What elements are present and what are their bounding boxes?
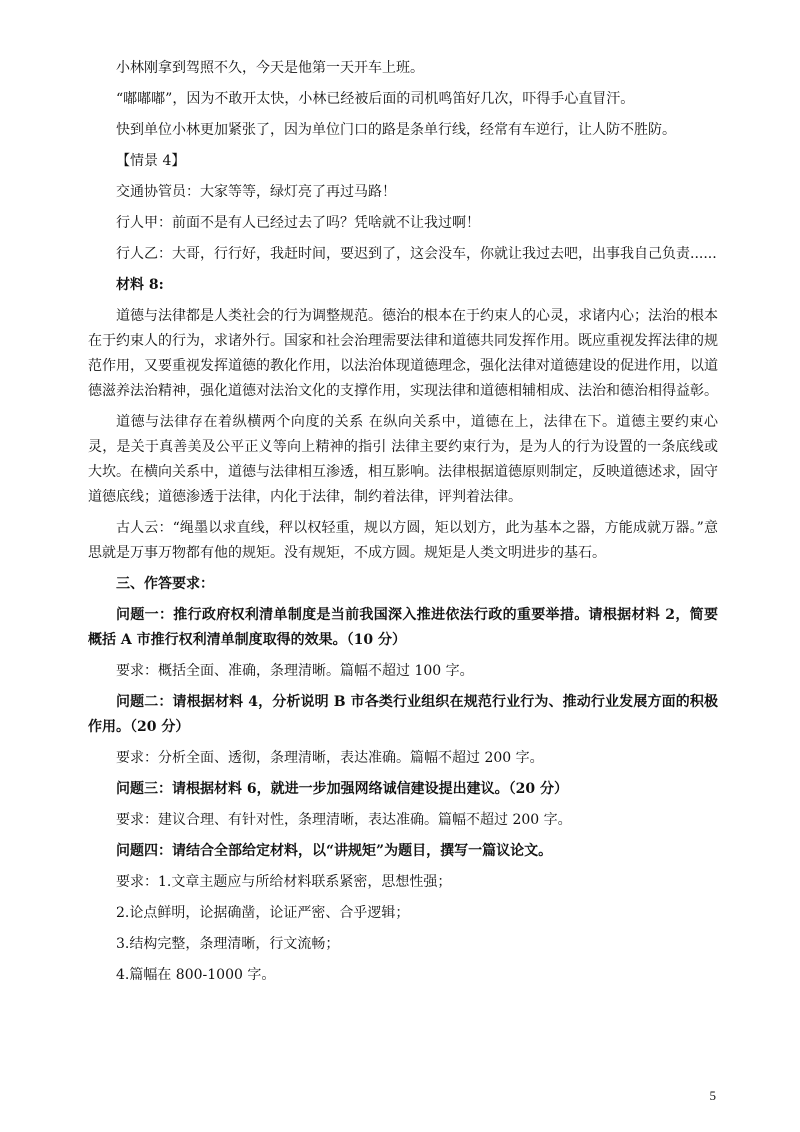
page-content [88,56,718,994]
question-3-requirement: 要求：建议合理、有针对性，条理清晰，表达准确。篇幅不超过 200 字。 [116,812,572,828]
question-4-requirement-1: 要求：1.文章主题应与所给材料联系紧密，思想性强； [116,874,452,890]
page-number: 5 [709,1088,716,1103]
dialogue-traffic-officer: 交通协管员：大家等等，绿灯亮了再过马路！ [116,184,396,200]
paragraph-1: 小林刚拿到驾照不久，今天是他第一天开车上班。 [116,60,424,76]
material-8-heading: 材料 8: [116,277,164,293]
question-4-requirement-2: 2.论点鲜明，论据确凿，论证严密、合乎逻辑； [116,905,410,921]
question-4-requirement-4: 4.篇幅在 800-1000 字。 [116,967,276,983]
dialogue-pedestrian-a: 行人甲：前面不是有人已经过去了吗？凭啥就不让我过啊！ [116,215,480,231]
question-1: 问题一：推行政府权利清单制度是当前我国深入推进依法行政的重要举措。请根据材料 2，简要概括 A 市推行权利清单制度取得的效果。（10 分） [88,607,718,648]
question-4: 问题四：请结合全部给定材料，以“讲规矩”为题目，撰写一篇议论文。 [116,843,553,859]
material-8-paragraph-3: 古人云：“绳墨以求直线，秤以权轻重，规以方圆，矩以划方，此为基本之器，方能成就万器。”意思就是万事万物都有他的规矩。没有规矩，不成方圆。规矩是人类文明进步的基石。 [88,520,718,561]
question-1-requirement: 要求：概括全面、准确，条理清晰。篇幅不超过 100 字。 [116,663,474,679]
paragraph-3: 快到单位小林更加紧张了，因为单位门口的路是条单行线，经常有车逆行，让人防不胜防。 [116,122,676,138]
question-3: 问题三：请根据材料 6，就进一步加强网络诚信建设提出建议。（20 分） [116,781,568,797]
question-2: 问题二：请根据材料 4，分析说明 B 市各类行业组织在规范行业行为、推动行业发展方面的积极作用。（20 分） [88,694,718,735]
scene-4-heading: 【情景 4】 [116,153,186,169]
material-8-paragraph-2: 道德与法律存在着纵横两个向度的关系 在纵向关系中，道德在上，法律在下。道德主要约束心灵，是关于真善美及公平正义等向上精神的指引 法律主要约束行为，是为人的行为设置的一条底线或大坎。在横向关系中，道德与法律相互渗透，相互影响。法律根据道德原则制定，反映道德述求，固守道德底线；道德渗透于法律，内化于法律，制约着法律，评判着法律。 [88,414,718,505]
question-4-requirement-3: 3.结构完整，条理清晰，行文流畅； [116,936,340,952]
question-2-requirement: 要求：分析全面、透彻，条理清晰，表达准确。篇幅不超过 200 字。 [116,750,544,766]
section-3-heading: 三、作答要求： [116,576,214,592]
material-8-paragraph-1: 道德与法律都是人类社会的行为调整规范。德治的根本在于约束人的心灵，求诸内心；法治的根本在于约束人的行为，求诸外行。国家和社会治理需要法律和道德共同发挥作用。既应重视发挥法律的规范作用，又要重视发挥道德的教化作用，以法治体现道德理念，强化法律对道德建设的促进作用，以道德滋养法治精神，强化道德对法治文化的支撑作用，实现法律和道德相辅相成、法治和德治相得益彰。 [88,308,718,399]
dialogue-pedestrian-b: 行人乙：大哥，行行好，我赶时间，要迟到了，这会没车，你就让我过去吧，出事我自己负责...... [116,246,717,262]
paragraph-2: “嘟嘟嘟”，因为不敢开太快，小林已经被后面的司机鸣笛好几次，吓得手心直冒汗。 [116,91,635,107]
